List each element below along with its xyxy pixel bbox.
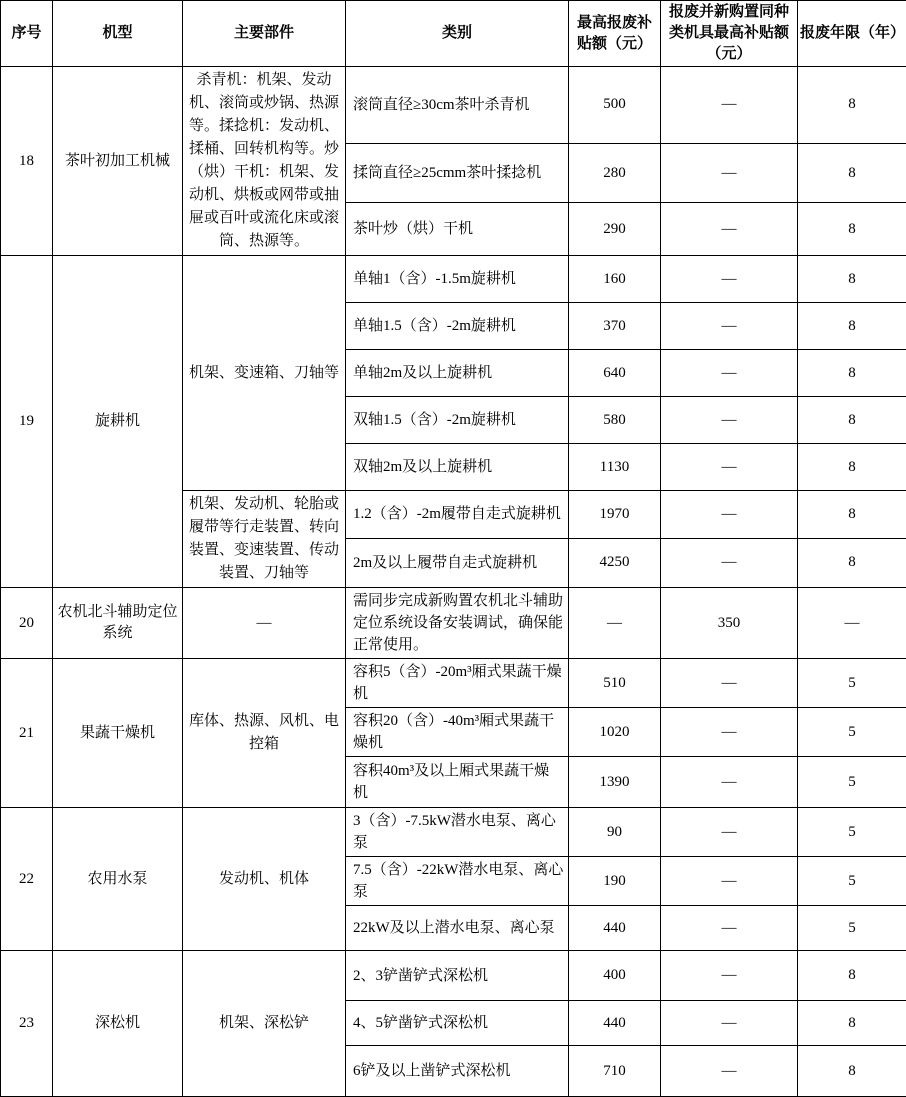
cell-renew-subsidy: — <box>661 491 798 539</box>
cell-category: 双轴1.5（含）-2m旋耕机 <box>346 397 569 444</box>
cell-category: 4、5铲凿铲式深松机 <box>346 1001 569 1046</box>
cell-scrap-years: 5 <box>798 708 906 757</box>
cell-scrap-years: 8 <box>798 1001 906 1046</box>
cell-scrap-years: 8 <box>798 491 906 539</box>
cell-renew-subsidy: — <box>661 1046 798 1097</box>
cell-serial: 19 <box>1 256 53 588</box>
cell-renew-subsidy: — <box>661 397 798 444</box>
cell-max-scrap-subsidy: 500 <box>569 67 661 144</box>
cell-category: 揉筒直径≥25cmm茶叶揉捻机 <box>346 143 569 203</box>
cell-max-scrap-subsidy: 160 <box>569 256 661 303</box>
cell-machine-type: 农用水泵 <box>53 808 183 951</box>
cell-scrap-years: 5 <box>798 808 906 857</box>
cell-renew-subsidy: — <box>661 808 798 857</box>
cell-scrap-years: 8 <box>798 1046 906 1097</box>
cell-serial: 22 <box>1 808 53 951</box>
cell-category: 单轴1.5（含）-2m旋耕机 <box>346 303 569 350</box>
cell-scrap-years: 8 <box>798 256 906 303</box>
cell-scrap-years: 5 <box>798 906 906 951</box>
cell-max-scrap-subsidy: 1390 <box>569 757 661 808</box>
cell-renew-subsidy: — <box>661 659 798 708</box>
header-cell-5: 报废并新购置同种类机具最高补贴额（元） <box>661 1 798 67</box>
cell-max-scrap-subsidy: 290 <box>569 203 661 256</box>
cell-renew-subsidy: 350 <box>661 588 798 659</box>
cell-machine-type: 深松机 <box>53 951 183 1097</box>
cell-renew-subsidy: — <box>661 303 798 350</box>
header-cell-4: 最高报废补贴额（元） <box>569 1 661 67</box>
table-row <box>1 67 906 144</box>
cell-max-scrap-subsidy: 440 <box>569 906 661 951</box>
cell-components: 机架、变速箱、刀轴等 <box>183 256 346 491</box>
cell-category: 2m及以上履带自走式旋耕机 <box>346 538 569 587</box>
cell-scrap-years: 8 <box>798 143 906 203</box>
cell-category: 22kW及以上潜水电泵、离心泵 <box>346 906 569 951</box>
cell-renew-subsidy: — <box>661 708 798 757</box>
cell-scrap-years: 8 <box>798 350 906 397</box>
header-cell-2: 主要部件 <box>183 1 346 67</box>
cell-max-scrap-subsidy: 640 <box>569 350 661 397</box>
header-cell-1: 机型 <box>53 1 183 67</box>
cell-renew-subsidy: — <box>661 350 798 397</box>
cell-max-scrap-subsidy: 710 <box>569 1046 661 1097</box>
cell-scrap-years: 8 <box>798 67 906 144</box>
cell-max-scrap-subsidy: 440 <box>569 1001 661 1046</box>
cell-renew-subsidy: — <box>661 757 798 808</box>
cell-category: 容积5（含）-20m³厢式果蔬干燥机 <box>346 659 569 708</box>
cell-scrap-years: — <box>798 588 906 659</box>
table-body <box>1 67 906 1097</box>
cell-category: 2、3铲凿铲式深松机 <box>346 951 569 1001</box>
cell-serial: 18 <box>1 67 53 256</box>
cell-components: 机架、深松铲 <box>183 951 346 1097</box>
cell-machine-type: 旋耕机 <box>53 256 183 588</box>
cell-components: 杀青机：机架、发动机、滚筒或炒锅、热源等。揉捻机：发动机、揉桶、回转机构等。炒（烘）干机：机架、发动机、烘板或网带或抽屉或百叶或流化床或滚筒、热源等。 <box>183 67 346 256</box>
cell-category: 7.5（含）-22kW潜水电泵、离心泵 <box>346 857 569 906</box>
cell-category: 茶叶炒（烘）干机 <box>346 203 569 256</box>
cell-serial: 21 <box>1 659 53 808</box>
cell-renew-subsidy: — <box>661 951 798 1001</box>
cell-renew-subsidy: — <box>661 1001 798 1046</box>
cell-category: 滚筒直径≥30cm茶叶杀青机 <box>346 67 569 144</box>
cell-category: 6铲及以上凿铲式深松机 <box>346 1046 569 1097</box>
cell-renew-subsidy: — <box>661 857 798 906</box>
cell-scrap-years: 8 <box>798 444 906 491</box>
cell-serial: 23 <box>1 951 53 1097</box>
table-row <box>1 588 906 659</box>
cell-renew-subsidy: — <box>661 143 798 203</box>
cell-max-scrap-subsidy: 370 <box>569 303 661 350</box>
cell-serial: 20 <box>1 588 53 659</box>
cell-max-scrap-subsidy: 190 <box>569 857 661 906</box>
cell-machine-type: 茶叶初加工机械 <box>53 67 183 256</box>
cell-scrap-years: 8 <box>798 203 906 256</box>
cell-scrap-years: 8 <box>798 951 906 1001</box>
cell-scrap-years: 5 <box>798 757 906 808</box>
cell-renew-subsidy: — <box>661 203 798 256</box>
cell-renew-subsidy: — <box>661 538 798 587</box>
cell-max-scrap-subsidy: 280 <box>569 143 661 203</box>
table-row <box>1 659 906 708</box>
cell-max-scrap-subsidy: 400 <box>569 951 661 1001</box>
cell-components: 发动机、机体 <box>183 808 346 951</box>
cell-renew-subsidy: — <box>661 256 798 303</box>
cell-category: 1.2（含）-2m履带自走式旋耕机 <box>346 491 569 539</box>
cell-max-scrap-subsidy: — <box>569 588 661 659</box>
table-row <box>1 951 906 1001</box>
cell-machine-type: 农机北斗辅助定位系统 <box>53 588 183 659</box>
cell-category: 单轴1（含）-1.5m旋耕机 <box>346 256 569 303</box>
cell-category: 单轴2m及以上旋耕机 <box>346 350 569 397</box>
cell-max-scrap-subsidy: 580 <box>569 397 661 444</box>
cell-renew-subsidy: — <box>661 444 798 491</box>
cell-max-scrap-subsidy: 4250 <box>569 538 661 587</box>
table-row <box>1 808 906 857</box>
cell-components: 机架、发动机、轮胎或履带等行走装置、转向装置、变速装置、传动装置、刀轴等 <box>183 491 346 588</box>
table-row <box>1 256 906 303</box>
cell-components: — <box>183 588 346 659</box>
header-row <box>1 1 906 67</box>
cell-renew-subsidy: — <box>661 906 798 951</box>
header-cell-0: 序号 <box>1 1 53 67</box>
cell-category: 容积40m³及以上厢式果蔬干燥机 <box>346 757 569 808</box>
cell-scrap-years: 8 <box>798 397 906 444</box>
cell-max-scrap-subsidy: 90 <box>569 808 661 857</box>
cell-category: 容积20（含）-40m³厢式果蔬干燥机 <box>346 708 569 757</box>
cell-max-scrap-subsidy: 1020 <box>569 708 661 757</box>
cell-renew-subsidy: — <box>661 67 798 144</box>
cell-scrap-years: 5 <box>798 659 906 708</box>
cell-max-scrap-subsidy: 510 <box>569 659 661 708</box>
cell-scrap-years: 8 <box>798 538 906 587</box>
cell-scrap-years: 8 <box>798 303 906 350</box>
cell-max-scrap-subsidy: 1970 <box>569 491 661 539</box>
cell-components: 库体、热源、风机、电控箱 <box>183 659 346 808</box>
header-cell-3: 类别 <box>346 1 569 67</box>
cell-category: 3（含）-7.5kW潜水电泵、离心泵 <box>346 808 569 857</box>
cell-machine-type: 果蔬干燥机 <box>53 659 183 808</box>
cell-category: 需同步完成新购置农机北斗辅助定位系统设备安装调试，确保能正常使用。 <box>346 588 569 659</box>
cell-category: 双轴2m及以上旋耕机 <box>346 444 569 491</box>
cell-scrap-years: 5 <box>798 857 906 906</box>
table-header <box>1 1 906 67</box>
header-cell-6: 报废年限（年） <box>798 1 906 67</box>
cell-max-scrap-subsidy: 1130 <box>569 444 661 491</box>
